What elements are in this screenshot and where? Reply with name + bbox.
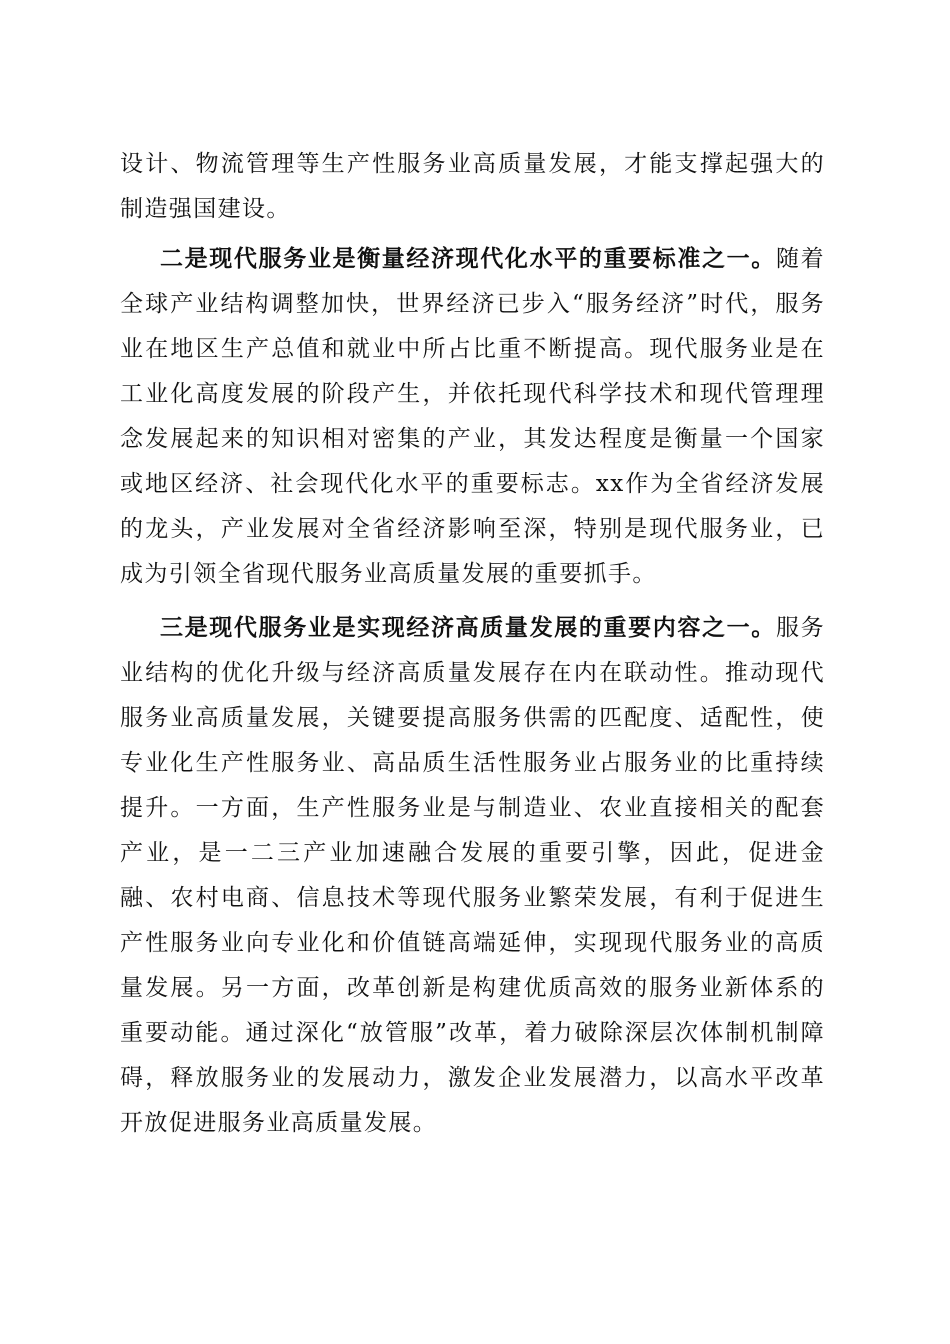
document-body <box>120 142 825 1146</box>
paragraph-1-text: 设计、物流管理等生产性服务业高质量发展，才能支撑起强大的制造强国建设。 <box>120 151 825 222</box>
paragraph-2-text: 随着全球产业结构调整加快，世界经济已步入“服务经济”时代，服务业在地区生产总值和就业中所占比重不断提高。现代服务业是在工业化高度发展的阶段产生，并依托现代科学技术和现代管理理念发展起来的知识相对密集的产业，其发达程度是衡量一个国家或地区经济、社会现代化水平的重要标志。xx作为全省经济发展的龙头，产业发展对全省经济影响至深，特别是现代服务业，已成为引领全省现代服务业高质量发展的重要抓手。 <box>120 246 825 587</box>
paragraph-3-lead: 三是现代服务业是实现经济高质量发展的重要内容之一。 <box>160 614 776 641</box>
paragraph-3-text: 服务业结构的优化升级与经济高质量发展存在内在联动性。推动现代服务业高质量发展，关键要提高服务供需的匹配度、适配性，使专业化生产性服务业、高品质生活性服务业占服务业的比重持续提升。一方面，生产性服务业是与制造业、农业直接相关的配套产业，是一二三产业加速融合发展的重要引擎，因此，促进金融、农村电商、信息技术等现代服务业繁荣发展，有利于促进生产性服务业向专业化和价值链高端延伸，实现现代服务业的高质量发展。另一方面，改革创新是构建优质高效的服务业新体系的重要动能。通过深化“放管服”改革，着力破除深层次体制机制障碍，释放服务业的发展动力，激发企业发展潜力，以高水平改革开放促进服务业高质量发展。 <box>120 615 825 1136</box>
paragraph-2-lead: 二是现代服务业是衡量经济现代化水平的重要标准之一。 <box>160 245 776 272</box>
paragraph-second-point <box>120 236 825 597</box>
paragraph-continuation <box>120 142 825 232</box>
paragraph-third-point <box>120 605 825 1146</box>
